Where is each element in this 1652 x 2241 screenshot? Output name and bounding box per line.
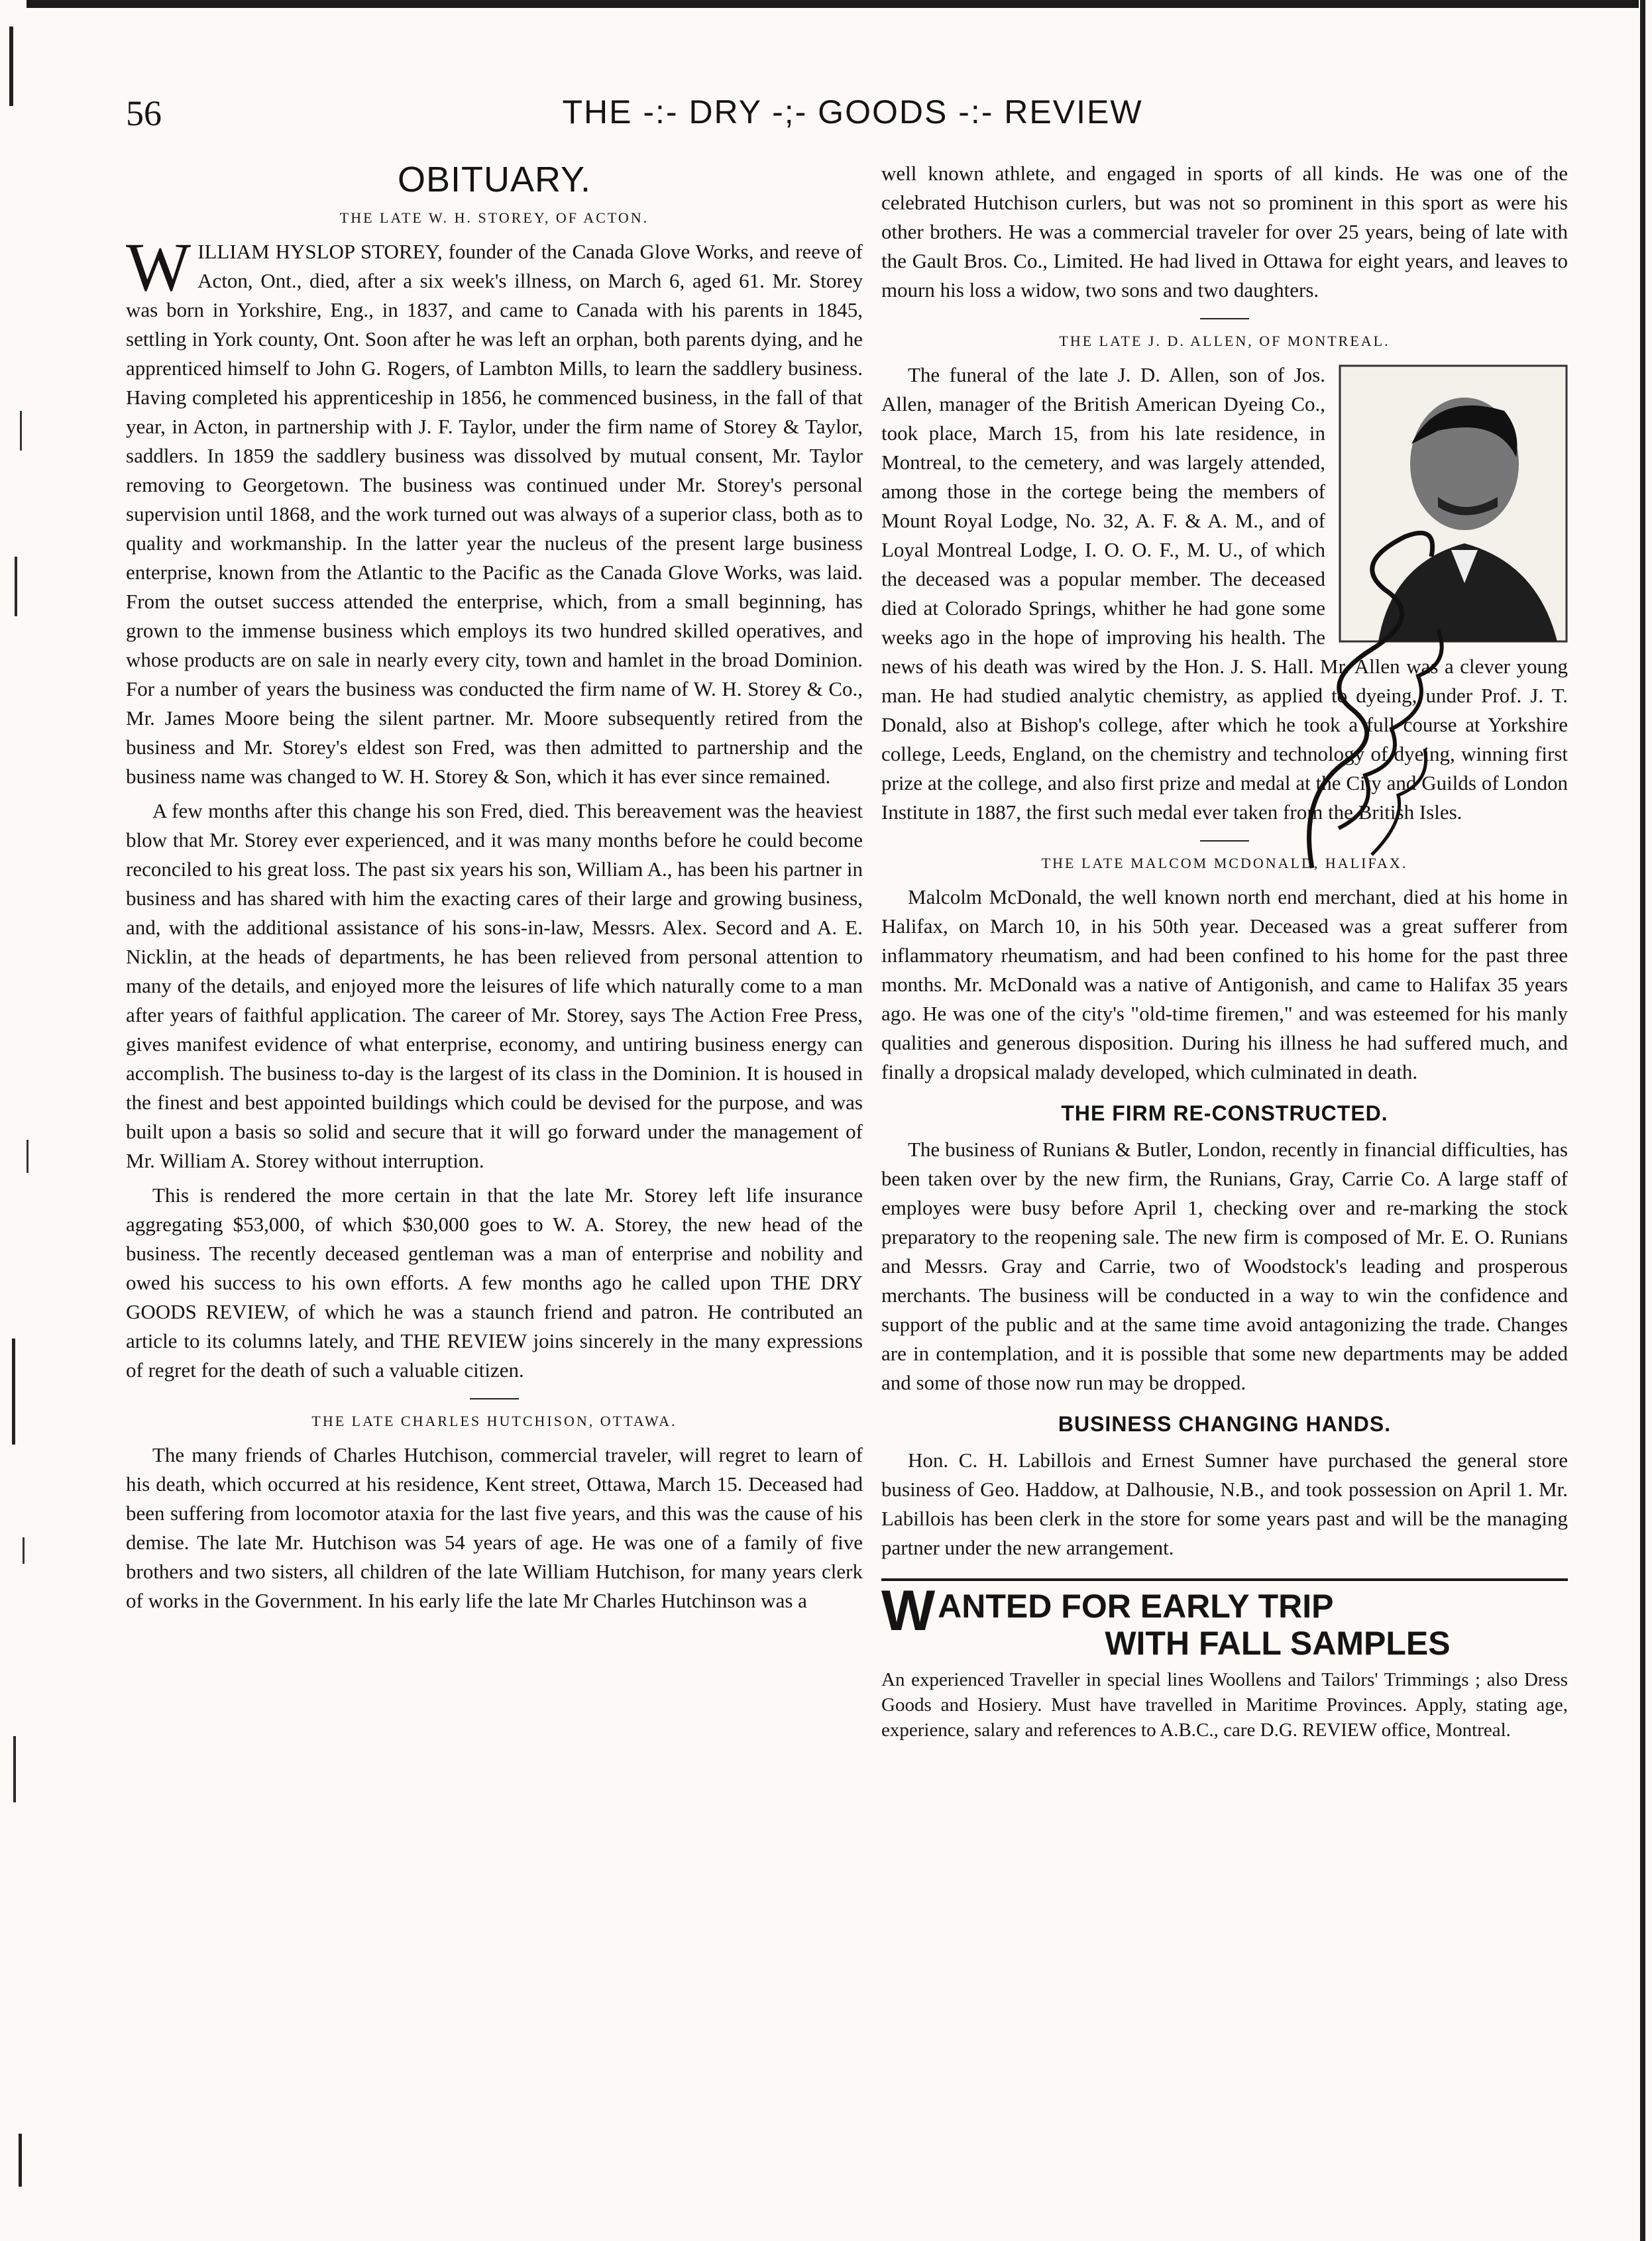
drop-cap: W [126,229,192,305]
handwritten-signature [1272,510,1471,881]
section-divider [1200,840,1249,842]
business-heading: BUSINESS CHANGING HANDS. [1058,1412,1392,1436]
hutchison-paragraph: The many friends of Charles Hutchison, commercial traveler, will regret to learn of his death, which occurred at his residence, Kent street, Ottawa, March 15. Deceased had been suffering from locomotor ataxia for the last five years, and this was the cause of his demise. The late Mr. Hutchison was 54 years of age. He was one of a family of five brothers and two sisters, all children of the late William Hutchison, for many years clerk of works in the Government. In his early life the late Mr Charles Hutchinson was a [126,1443,863,1612]
allen-subhead: THE LATE J. D. ALLEN, OF MONTREAL. [1059,333,1390,349]
storey-paragraph-1-text: ILLIAM HYSLOP STOREY, founder of the Canada Glove Works, and reeve of Acton, Ont., died, after a six week's illness, on March 6, aged 61. Mr. Storey was born in Yorkshire, Eng., in 1837, and came to Canada with his parents in 1845, settling in York county, Ont. Soon after he was left an orphan, both parents dying, and he apprenticed himself to John G. Rogers, of Lambton Mills, to learn the saddlery business. Having completed his apprenticeship in 1856, he commenced business, in the fall of that year, in Acton, in partnership with J. F. Taylor, under the firm name of Storey & Taylor, saddlers. In 1859 the saddlery business was dissolved by mutual consent, Mr. Taylor removing to Georgetown. The business was continued under Mr. Storey's personal supervision until 1868, and the work turned out was always of a superior class, both as to quality and workmanship. In the latter year the nucleus of the present large business enterprise, known from the Atlantic to the Pacific as the Canada Glove Works, was laid. From the outset success attended the enterprise, which, from a small beginning, has grown to the immense business which employs its two hundred skilled operatives, and whose products are on sale in nearly every city, town and hamlet in the broad Dominion. For a number of years the business was conducted the firm name of W. H. Storey & Co., Mr. James Moore being the silent partner. Mr. Moore subsequently retired from the business and Mr. Storey's eldest son Fred, was then admitted to partnership and the business name was changed to W. H. Storey & Son, which it has ever since remained. [126,240,863,788]
storey-paragraph-3: This is rendered the more certain in that the late Mr. Storey left life insurance aggregating $53,000, of which $30,000 goes to W. A. Storey, the new head of the business. The recently deceased gentleman was a man of enterprise and nobility and owed his success to his own efforts. A few months ago he called upon THE DRY GOODS REVIEW, of which he was a staunch friend and patron. He contributed an article to its columns lately, and THE REVIEW joins sincerely in the many expressions of regret for the death of such a valuable citizen. [126,1183,863,1382]
running-title: THE -:- DRY -;- GOODS -:- REVIEW [562,93,1143,131]
storey-paragraph-1 [126,229,863,791]
hutchison-subhead: THE LATE CHARLES HUTCHISON, OTTAWA. [311,1413,677,1429]
left-column [126,159,863,1615]
ad-title [881,1579,1568,1662]
page-header [106,93,1599,146]
firm-heading: THE FIRM RE-CONSTRUCTED. [1061,1101,1388,1125]
firm-paragraph: The business of Runians & Butler, London, recently in financial difficulties, has been taken over by the new firm, the Runians, Gray, Carrie Co. A large staff of employes were busy before April 1, checking over and re-marking the stock preparatory to the reopening sale. The new firm is composed of Mr. E. O. Runians and Messrs. Gray and Carrie, two of Woodstock's leading and prosperous merchants. The business will be conducted in a way to win the confidence and support of the public and at the same time avoid antagonizing the trade. Changes are in contemplation, and it is possible that some new departments may be added and some of those now run may be dropped. [881,1138,1568,1394]
mcdonald-subhead: THE LATE MALCOM MCDONALD, HALIFAX. [1041,855,1408,871]
right-border-rule [1640,0,1645,2241]
wanted-advertisement [881,1578,1568,1743]
page-number: 56 [126,93,162,133]
section-divider [470,1398,519,1399]
storey-subhead: THE LATE W. H. STOREY, OF ACTON. [339,209,649,226]
obituary-heading: OBITUARY. [397,160,592,199]
mcdonald-paragraph: Malcolm McDonald, the well known north end merchant, died at his home in Halifax, on March 10, in his 50th year. Deceased was a great sufferer from inflammatory rheumatism, and had been confined to his home for the past three months. Mr. McDonald was a native of Antigonish, and came to Halifax 35 years ago. He was one of the city's "old-time firemen," and was esteemed for his manly qualities and generous disposition. During his illness he had suffered much, and finally a dropsical malady developed, which culminated in death. [881,885,1568,1083]
section-divider [1200,318,1249,319]
hutchison-continued: well known athlete, and engaged in sports of all kinds. He was one of the celebrated Hutchison curlers, but was not so prominent in this sport as were his other brothers. He was a commercial traveler for over 25 years, being of late with the Gault Bros. Co., Limited. He had lived in Ottawa for eight years, and leaves to mourn his loss a widow, two sons and two daughters. [881,162,1568,301]
binding-edge-specks [0,13,46,2220]
ad-title-initial: W [881,1579,936,1643]
top-border-rule [27,0,1639,8]
ad-body: An experienced Traveller in special lines Woollens and Tailors' Trimmings ; also Dress Goods and Hosiery. Must have travelled in Maritime Provinces. Apply, stating age, experience, salary and references to A.B.C., care D.G. REVIEW office, Montreal. [881,1669,1568,1741]
ad-title-line-1: ANTED FOR EARLY TRIP [938,1588,1334,1625]
storey-paragraph-2: A few months after this change his son Fred, died. This bereavement was the heaviest blow that Mr. Storey ever experienced, and it was many months before he could become reconciled to his great loss. The past six years his son, William A., has been his partner in business and has shared with him the exacting cares of their large and growing business, and, with the additional assistance of his sons-in-law, Messrs. Alex. Secord and A. E. Nicklin, at the heads of departments, he has been relieved from personal attention to many of the details, and enjoyed more the leisures of life which naturally come to a man after years of faithful application. The career of Mr. Storey, says The Action Free Press, gives manifest evidence of what enterprise, economy, and untiring business energy can accomplish. The business to-day is the largest of its class in the Dominion. It is housed in the finest and best appointed buildings which could be devised for the purpose, and was built upon a basis so solid and secure that it will go forward under the management of Mr. William A. Storey without interruption. [126,799,863,1172]
ad-title-line-2: WITH FALL SAMPLES [1105,1625,1451,1662]
right-column [881,159,1568,1743]
business-paragraph: Hon. C. H. Labillois and Ernest Sumner have purchased the general store business of Geo. Haddow, at Dalhousie, N.B., and took possession on April 1. Mr. Labillois has been clerk in the store for some years past and will be the managing partner under the new arrangement. [881,1448,1568,1559]
allen-paragraph: The funeral of the late J. D. Allen, son of Jos. Allen, manager of the British American Dyeing Co., took place, March 15, from his late residence, in Montreal, to the cemetery, and was largely attended, among those in the cortege being the members of Mount Royal Lodge, No. 32, A. F. & A. M., and of Loyal Montreal Lodge, I. O. O. F., M. U., of which the deceased was a popular member. The deceased died at Colorado Springs, whither he had gone some weeks ago in the hope of improving his health. The news of his death was wired by the Hon. J. S. Hall. Mr. Allen was a clever young man. He had studied analytic chemistry, as applied to dyeing, under Prof. J. T. Donald, also at Bishop's college, after which he took a full course at Yorkshire college, Leeds, England, on the chemistry and technology of dyeing, winning first prize at the college, and also first prize and medal at the City and Guilds of London Institute in 1887, the first such medal ever taken from the British Isles. [881,363,1568,824]
